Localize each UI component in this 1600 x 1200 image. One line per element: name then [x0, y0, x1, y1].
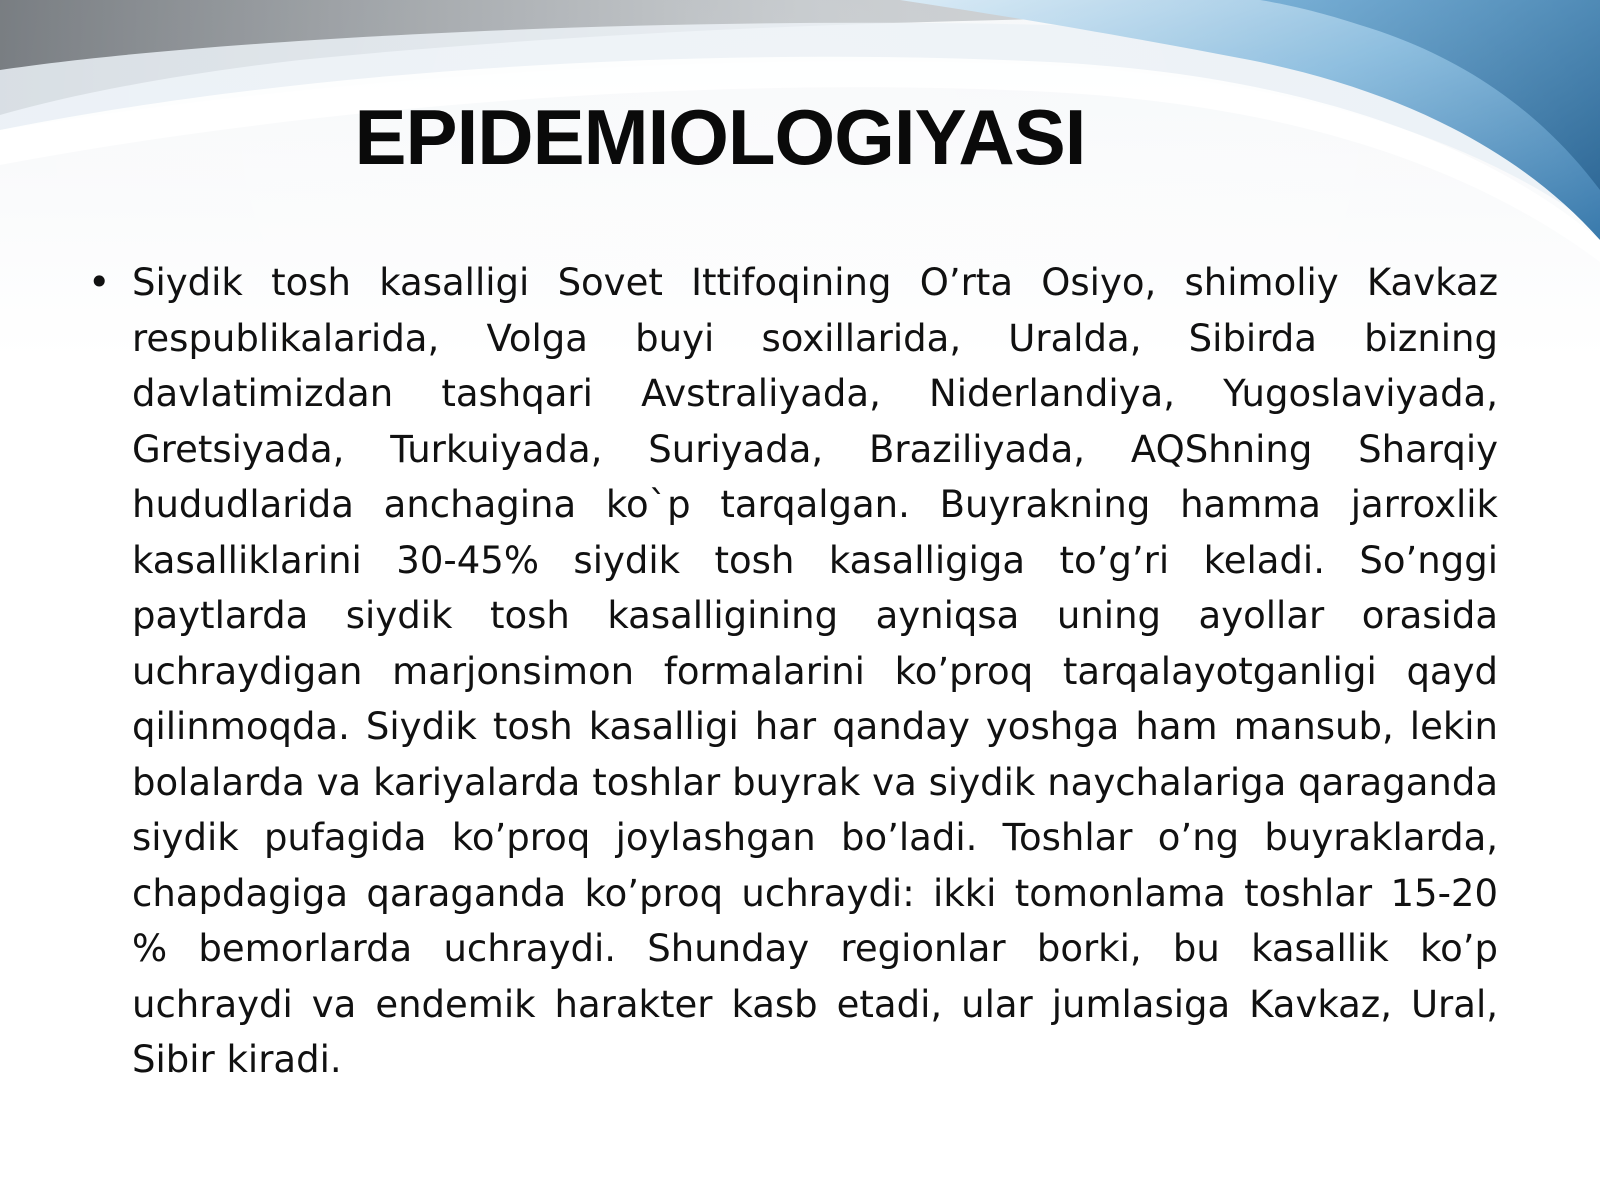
slide-title: EPIDEMIOLOGIYASI [354, 93, 1086, 181]
bullet-text: Siydik tosh kasalligi Sovet Ittifoqining O’rta Osiyo, shimoliy Kavkaz respublikalarida, Volga buyi soxillarida, Uralda, Sibirda bizning davlatimizdan tashqari Avstraliyada, Niderlandiya, Yugoslaviyada, Gretsiyada, Turkuiyada, Suriyada, Braziliyada, AQShning Sharqiy hududlarida anchagina ko`p tarqalgan. Buyrakning hamma jarroxlik kasalliklarini 30-45% siydik tosh kasalligiga to’g’ri keladi. So’nggi paytlarda siydik tosh kasalligining ayniqsa uning ayollar orasida uchraydigan marjonsimon formalarini ko’proq tarqalayotganligi qayd qilinmoqda. Siydik tosh kasalligi har qanday yoshga ham mansub, lekin bolalarda va kariyalarda toshlar buyrak va siydik naychalariga qaraganda siydik pufagida ko’proq joylashgan bo’ladi. Toshlar o’ng buyraklarda, chapdagiga qaraganda ko’proq uchraydi: ikki tomonlama toshlar 15-20 % bemorlarda uchraydi. Shunday regionlar borki, bu kasallik ko’p uchraydi va endemik harakter kasb etadi, ular jumlasiga Kavkaz, Ural, Sibir kiradi. [132, 261, 1498, 1081]
bullet-item [88, 255, 1498, 1088]
bullet-dot: • [88, 260, 111, 304]
slide-body [88, 255, 1498, 1088]
